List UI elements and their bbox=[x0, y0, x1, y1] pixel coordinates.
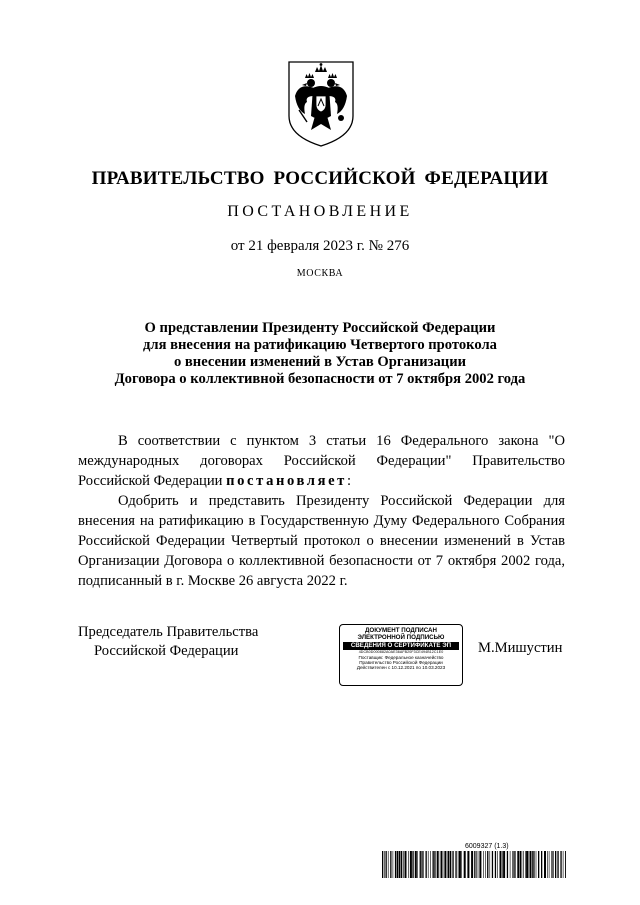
document-type: ПОСТАНОВЛЕНИЕ bbox=[227, 203, 413, 220]
body-paragraph: Одобрить и представить Президенту Российской Федерации для внесения на ратификацию в Государственную Думу Федерального Собрания Российской Федерации Четвертый протокол о внесении изменений в Устав Организации Договора о коллективной безопасности от 7 октября 2002 года, подписанный в г. Москве 26 августа 2022 г. bbox=[78, 493, 565, 589]
decree-keyword: постановляет bbox=[226, 473, 347, 489]
stamp-issuer: Поставщик: Федеральное казначейство bbox=[358, 655, 444, 660]
stamp-line: ЭЛЕКТРОННОЙ ПОДПИСЬЮ bbox=[357, 634, 445, 641]
document-body bbox=[78, 431, 565, 591]
position-line: Председатель Правительства bbox=[78, 624, 259, 640]
subject-line: для внесения на ратификацию Четвертого протокола bbox=[143, 337, 497, 353]
government-title: ПРАВИТЕЛЬСТВО РОССИЙСКОЙ ФЕДЕРАЦИИ bbox=[91, 168, 549, 189]
city: МОСКВА bbox=[296, 268, 344, 279]
subject-line: о внесении изменений в Устав Организации bbox=[173, 354, 467, 370]
electronic-signature-stamp bbox=[339, 624, 463, 686]
position-line: Российской Федерации bbox=[94, 643, 239, 659]
signatory-position bbox=[78, 623, 258, 661]
body-paragraph bbox=[78, 431, 565, 491]
body-paragraph-text: В соответствии с пунктом 3 статьи 16 Федерального закона "О международных договорах Российской Федерации" Правительство Российской Федерации bbox=[78, 433, 565, 489]
stamp-serial: 4DCB0D000882A0AE36AFB20F3CE494B12C1E0 bbox=[358, 650, 444, 654]
barcode-number: 6009327 (1.3) bbox=[465, 843, 509, 850]
stamp-owner: Правительство Российской Федерации bbox=[359, 660, 443, 666]
stamp-validity: Действителен с 10.12.2021 по 10.03.2023 bbox=[356, 665, 446, 671]
date-and-number: от 21 февраля 2023 г. № 276 bbox=[230, 238, 410, 254]
document-subject bbox=[0, 320, 640, 388]
signatory-name: М.Мишустин bbox=[478, 640, 563, 656]
subject-line: О представлении Президенту Российской Федерации bbox=[144, 320, 496, 336]
stamp-certificate-header: СВЕДЕНИЯ О СЕРТИФИКАТЕ ЭП bbox=[343, 642, 459, 650]
subject-line: Договора о коллективной безопасности от 7 октября 2002 года bbox=[114, 371, 526, 387]
coat-of-arms-icon bbox=[285, 58, 357, 150]
stamp-line: ДОКУМЕНТ ПОДПИСАН bbox=[365, 627, 437, 634]
body-paragraph-end: : bbox=[346, 473, 351, 489]
barcode-icon bbox=[382, 851, 566, 878]
